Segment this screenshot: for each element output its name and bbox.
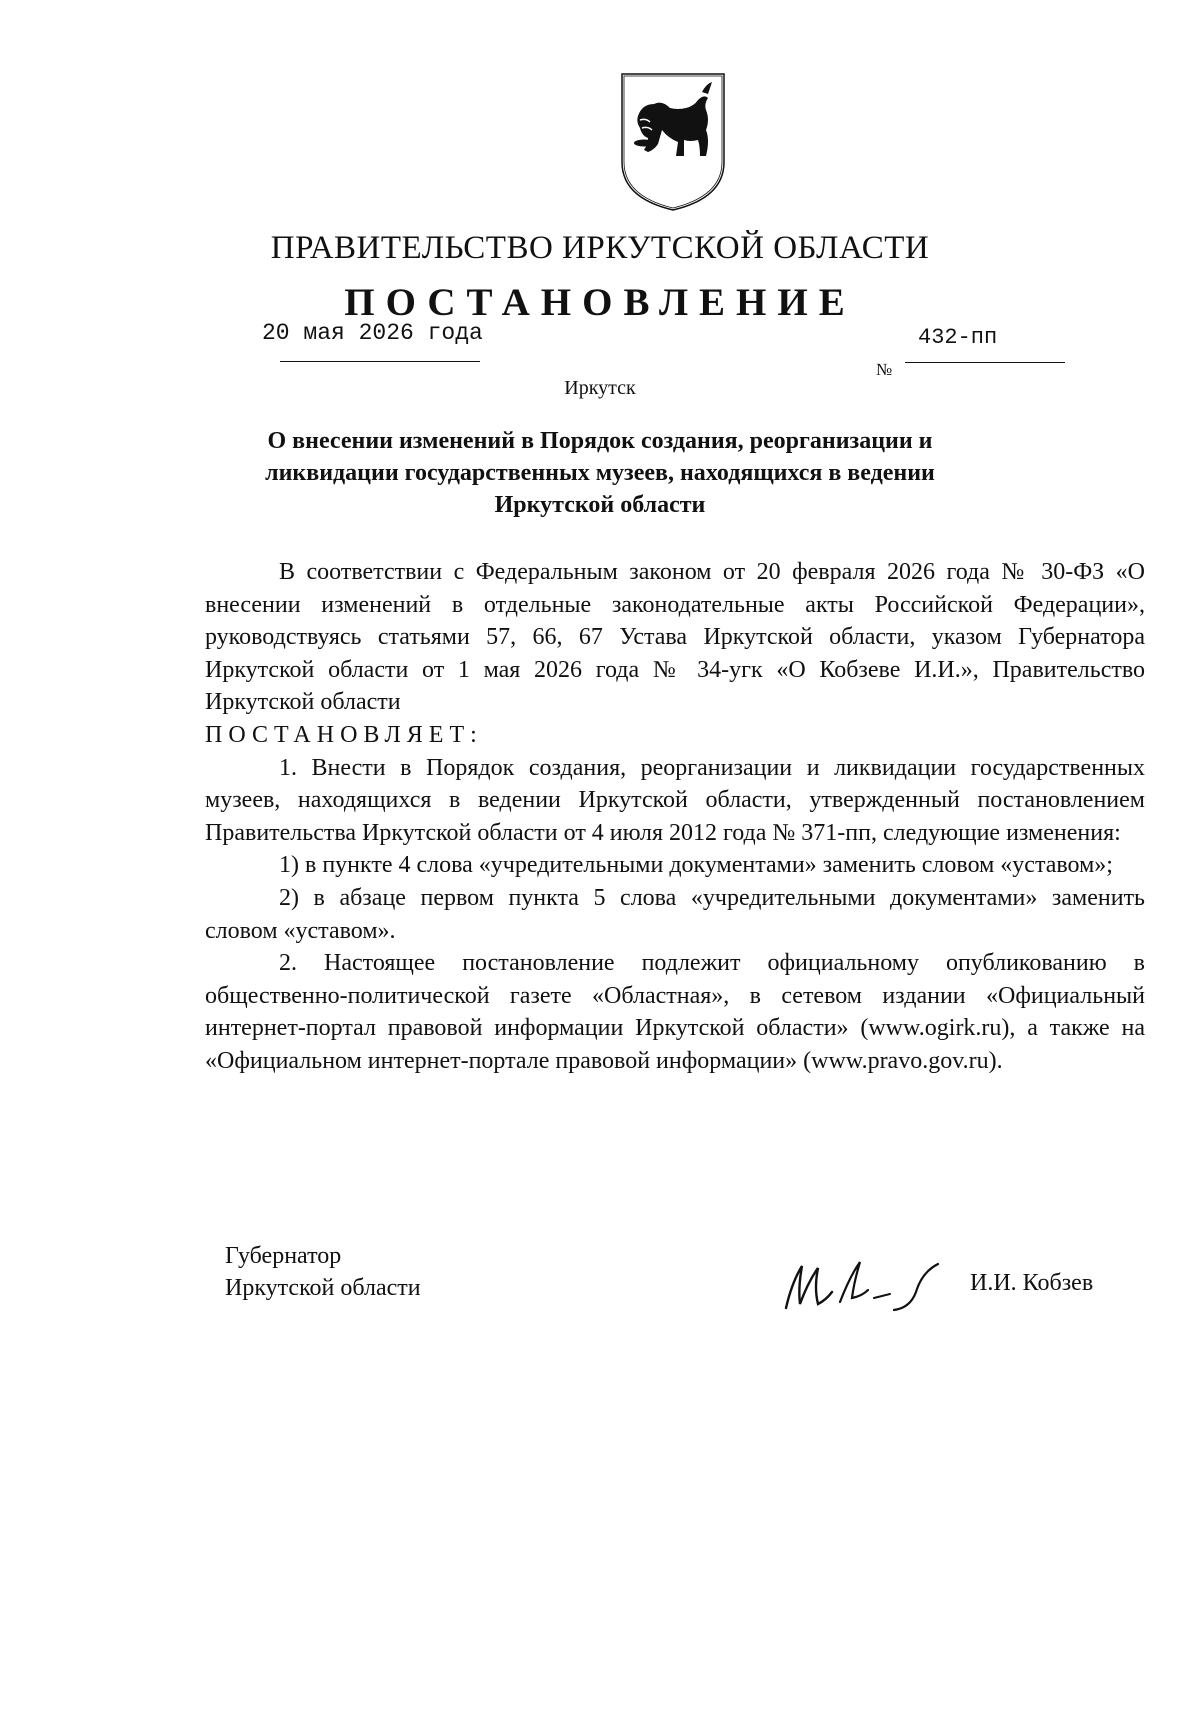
subject-line: О внесении изменений в Порядок создания, реорганизации и: [267, 428, 933, 454]
subject-line: Иркутской области: [494, 492, 706, 518]
coat-of-arms-icon: [618, 70, 728, 213]
document-body: [205, 556, 1145, 1078]
handwritten-signature: [778, 1252, 948, 1314]
document-type-heading: ПОСТАНОВЛЕНИЕ: [344, 281, 856, 324]
item-2-paragraph: 2. Настоящее постановление подлежит официальному опубликованию в общественно-политической газете «Областная», в сетевом издании «Официальный интернет-портал правовой информации Иркутской области» (www.ogirk.ru), а также на «Официальном интернет-портале правовой информации» (www.pravo.gov.ru).: [205, 950, 1145, 1074]
item-1-1-paragraph: 1) в пункте 4 слова «учредительными документами» заменить словом «уставом»;: [279, 852, 1113, 879]
signer-name: И.И. Кобзев: [970, 1270, 1094, 1296]
preamble-paragraph: В соответствии с Федеральным законом от 20 февраля 2026 года № 30-ФЗ «О внесении изменений в отдельные законодательные акты Российской Федерации», руководствуясь статьями 57, 66, 67 Устава Иркутской области, указом Губернатора Иркутской области от 1 мая 2026 года № 34-угк «О Кобзеве И.И.», Правительство Иркутской области: [205, 559, 1145, 716]
number-underline: [905, 362, 1065, 363]
signer-position-line: Иркутской области: [225, 1275, 421, 1301]
subject-line: ликвидации государственных музеев, находящихся в ведении: [265, 460, 935, 486]
resolves-heading: ПОСТАНОВЛЯЕТ:: [205, 721, 483, 748]
document-date: 20 мая 2026 года: [262, 320, 483, 346]
city-label: Иркутск: [564, 377, 636, 399]
document-number: 432-пп: [918, 325, 998, 350]
number-sign: №: [876, 360, 893, 379]
item-1-2-paragraph: 2) в абзаце первом пункта 5 слова «учредительными документами» заменить словом «уставом».: [205, 884, 1145, 944]
government-title: ПРАВИТЕЛЬСТВО ИРКУТСКОЙ ОБЛАСТИ: [270, 230, 930, 266]
signer-position-line: Губернатор: [225, 1243, 342, 1269]
item-1-paragraph: 1. Внести в Порядок создания, реорганизации и ликвидации государственных музеев, находящихся в ведении Иркутской области, утвержденный постановлением Правительства Иркутской области от 4 июля 2012 года № 371-пп, следующие изменения:: [205, 754, 1145, 846]
signer-position: [225, 1240, 421, 1304]
date-underline: [280, 361, 480, 362]
document-subject: [255, 425, 945, 521]
